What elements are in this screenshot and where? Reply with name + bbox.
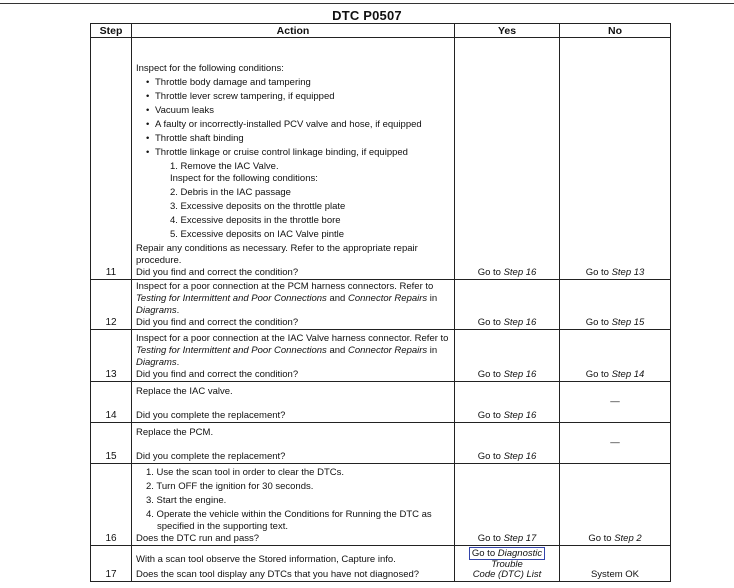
action-cell [132,423,455,464]
goto-step-link[interactable]: Step 16 [503,369,537,380]
action-text: Replace the IAC valve. [136,386,233,397]
step-number: 15 [91,423,132,464]
header-row [91,24,671,38]
bullet-item: • Throttle body damage and tampering [136,77,450,89]
goto-prefix: Go to [585,317,612,328]
action-text-part: in [427,293,438,304]
goto-step-link[interactable]: Step 16 [503,317,537,328]
goto-prefix: Go to [585,267,612,278]
goto-link-part[interactable]: Diagnostic [497,548,543,559]
goto-prefix: Go to [477,369,504,380]
numbered-item: 3. Excessive deposits on the throttle plate [170,201,346,212]
no-cell-dash: — [560,423,671,464]
action-text: With a scan tool observe the Stored information, Capture info. [136,554,396,565]
bullet-item: • Throttle lever screw tampering, if equipped [136,91,450,103]
numbered-item: 4. Operate the vehicle within the Conditions for Running the DTC as specified in the supporting text. [146,509,432,532]
goto-prefix: Go to [477,317,504,328]
numbered-item: 3. Start the engine. [146,495,227,506]
goto-step-link[interactable]: Step 15 [611,317,645,328]
action-cell [132,330,455,382]
action-text: Replace the PCM. [136,427,214,438]
action-cell [132,464,455,546]
goto-prefix: Go to [477,267,504,278]
question-text: Does the scan tool display any DTCs that you have not diagnosed? [136,569,420,580]
bullet-item: • Throttle linkage or cruise control linkage binding, if equipped [136,147,450,159]
yes-cell[interactable] [455,38,560,280]
goto-prefix: Go to [471,548,498,559]
no-cell-dash: — [560,382,671,423]
step-number: 16 [91,464,132,546]
reference-link[interactable]: Diagrams [136,357,177,368]
reference-link[interactable]: Testing for Intermittent and Poor Connections [136,293,327,304]
table-row-step-17 [91,546,671,582]
goto-prefix: Go to [477,410,504,421]
step-number: 11 [91,38,132,280]
question-text: Did you find and correct the condition? [136,317,299,328]
reference-link[interactable]: Testing for Intermittent and Poor Connections [136,345,327,356]
action-text [136,333,450,369]
goto-link-part[interactable]: Code (DTC) List [472,569,542,580]
numbered-item: 1. Remove the IAC Valve. [170,161,279,172]
table-row-step-14 [91,382,671,423]
numbered-item: 1. Use the scan tool in order to clear the DTCs. [146,467,345,478]
action-cell [132,382,455,423]
step-number: 14 [91,382,132,423]
numbered-item: 2. Debris in the IAC passage [170,187,291,198]
action-text-part: in [427,345,438,356]
goto-prefix: Go to [588,533,615,544]
bullet-item: • Throttle shaft binding [136,133,450,145]
goto-step-link[interactable]: Step 14 [611,369,645,380]
yes-cell[interactable] [455,280,560,330]
bullet-item: • Vacuum leaks [136,105,450,117]
table-row-step-15 [91,423,671,464]
question-text: Did you complete the replacement? [136,451,286,462]
action-text-part: . [176,305,180,316]
action-text-part: and [326,345,348,356]
step-number: 17 [91,546,132,582]
no-cell[interactable] [560,38,671,280]
yes-cell[interactable] [455,330,560,382]
goto-prefix: Go to [477,533,504,544]
numbered-item: 2. Turn OFF the ignition for 30 seconds. [146,481,314,492]
header-step: Step [91,24,132,38]
header-action: Action [132,24,455,38]
question-text: Does the DTC run and pass? [136,533,260,544]
goto-step-link[interactable]: Step 16 [503,267,537,278]
yes-cell[interactable] [455,546,560,582]
goto-link-part[interactable]: Trouble [491,559,523,570]
table-row-step-11 [91,38,671,280]
numbered-item: 5. Excessive deposits on IAC Valve pintle [170,229,345,240]
goto-step-link[interactable]: Step 16 [503,410,537,421]
table-row-step-13 [91,330,671,382]
no-cell-system-ok: System OK [560,546,671,582]
goto-step-link[interactable]: Step 13 [611,267,645,278]
table-row-step-16 [91,464,671,546]
no-cell[interactable] [560,464,671,546]
question-text: Did you find and correct the condition? [136,369,299,380]
reference-link[interactable]: Diagrams [136,305,177,316]
goto-step-link[interactable]: Step 16 [503,451,537,462]
diagnostic-table [90,23,671,582]
header-no: No [560,24,671,38]
reference-link[interactable]: Connector Repairs [347,293,428,304]
action-intro: Inspect for the following conditions: [136,63,284,74]
step-number: 12 [91,280,132,330]
step-number: 13 [91,330,132,382]
action-cell [132,546,455,582]
action-text-part: Inspect for a poor connection at the PCM harness connectors. Refer to [136,281,434,292]
action-text-part: . [176,357,180,368]
action-cell [132,38,455,280]
header-yes: Yes [455,24,560,38]
action-text [136,281,450,317]
spacer [136,398,450,410]
yes-cell[interactable] [455,382,560,423]
goto-prefix: Go to [477,451,504,462]
question-text: Did you find and correct the condition? [136,267,299,278]
bullet-item: • A faulty or incorrectly-installed PCV valve and hose, if equipped [136,119,450,131]
goto-step-link[interactable]: Step 17 [503,533,537,544]
goto-prefix: Go to [585,369,612,380]
top-rule [0,3,734,4]
spacer [136,439,450,451]
no-cell[interactable] [560,330,671,382]
action-text-part: Inspect for a poor connection at the IAC Valve harness connector. Refer to [136,333,449,344]
action-text-part: and [326,293,348,304]
question-text: Did you complete the replacement? [136,410,286,421]
table-row-step-12 [91,280,671,330]
no-cell[interactable] [560,280,671,330]
page-title: DTC P0507 [332,8,402,23]
numbered-item: 4. Excessive deposits in the throttle bore [170,215,341,226]
yes-cell[interactable] [455,423,560,464]
action-cell [132,280,455,330]
repair-note: Repair any conditions as necessary. Refer to the appropriate repair procedure. [136,243,418,266]
numbered-item-subtext: Inspect for the following conditions: [170,173,318,184]
goto-step-link[interactable]: Step 2 [614,533,642,544]
yes-cell[interactable] [455,464,560,546]
reference-link[interactable]: Connector Repairs [347,345,428,356]
